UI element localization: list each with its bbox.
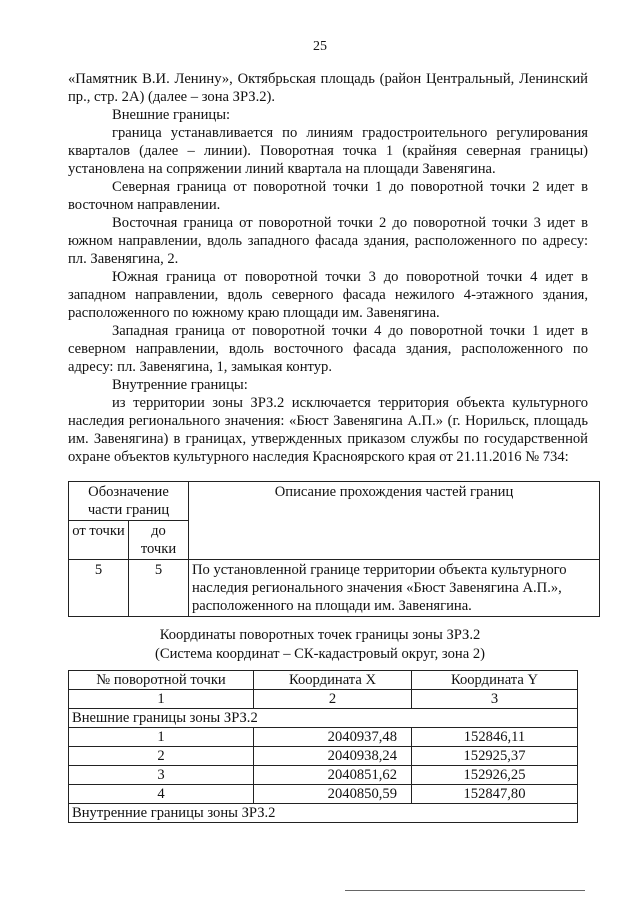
paragraph: «Памятник В.И. Ленину», Октябрьская площадь (район Центральный, Ленинский пр., стр. 2А) (далее – зона ЗРЗ.2). xyxy=(68,71,588,105)
cell-point: 2 xyxy=(69,747,254,766)
paragraph: Внешние границы: xyxy=(112,107,231,123)
cell-y: 152926,25 xyxy=(412,766,578,785)
column-number: 3 xyxy=(412,690,578,709)
cell-x: 2040938,24 xyxy=(254,747,412,766)
page-number: 25 xyxy=(313,39,327,54)
cell-x: 2040850,59 xyxy=(254,785,412,804)
cell-point: 4 xyxy=(69,785,254,804)
cell-y: 152846,11 xyxy=(412,728,578,747)
paragraph: из территории зоны ЗРЗ.2 исключается территория объекта культурного наследия регионального значения: «Бюст Завенягина А.П.» (г. Норильск, площадь им. Завенягина) в границах, утвержденных приказом службы по государственной охране объектов культурного наследия Красноярского края от 21.11.2016 № 734: xyxy=(68,395,588,465)
cell-from: 5 xyxy=(69,560,129,617)
paragraph: Южная граница от поворотной точки 3 до поворотной точки 4 идет в западном направлении, вдоль северного фасада нежилого 4-этажного здания, расположенного по южному краю площади им. Завенягина. xyxy=(68,269,588,321)
footer-divider xyxy=(345,890,585,891)
cell-point: 3 xyxy=(69,766,254,785)
header-to: до точки xyxy=(129,521,189,560)
coords-caption xyxy=(0,626,640,664)
cell-description: По установленной границе территории объекта культурного наследия регионального значения «Бюст Завенягина А.П.», расположенного на площади им. Завенягина. xyxy=(189,560,600,617)
paragraph: Внутренние границы: xyxy=(112,377,248,393)
boundary-table xyxy=(68,481,600,617)
caption-line: Координаты поворотных точек границы зоны ЗРЗ.2 xyxy=(159,627,481,643)
paragraph: Западная граница от поворотной точки 4 до поворотной точки 1 идет в северном направлении, вдоль восточного фасада здания, расположенного по адресу: пл. Завенягина, 1, замыкая контур. xyxy=(68,323,588,375)
header-designation: Обозначение части границ xyxy=(69,482,189,521)
cell-y: 152925,37 xyxy=(412,747,578,766)
paragraph: Северная граница от поворотной точки 1 до поворотной точки 2 идет в восточном направлении. xyxy=(68,179,588,213)
header-y: Координата Y xyxy=(412,671,578,690)
paragraph: Восточная граница от поворотной точки 2 до поворотной точки 3 идет в южном направлении, вдоль западного фасада здания, расположенного по адресу: пл. Завенягина, 2. xyxy=(68,215,588,267)
table-row xyxy=(69,560,600,617)
body-text xyxy=(68,70,588,466)
table-row xyxy=(69,728,578,747)
cell-point: 1 xyxy=(69,728,254,747)
table-row xyxy=(69,766,578,785)
column-number: 1 xyxy=(69,690,254,709)
section-inner: Внутренние границы зоны ЗРЗ.2 xyxy=(69,804,578,823)
cell-x: 2040851,62 xyxy=(254,766,412,785)
caption-line: (Система координат – СК-кадастровый округ, зона 2) xyxy=(154,646,485,662)
column-number: 2 xyxy=(254,690,412,709)
cell-y: 152847,80 xyxy=(412,785,578,804)
paragraph: граница устанавливается по линиям градостроительного регулирования кварталов (далее – линии). Поворотная точка 1 (крайняя северная границы) установлена на сопряжении линий квартала на площади Завенягина. xyxy=(68,125,588,177)
coords-table xyxy=(68,670,578,823)
cell-to: 5 xyxy=(129,560,189,617)
header-x: Координата X xyxy=(254,671,412,690)
table-row xyxy=(69,785,578,804)
section-outer: Внешние границы зоны ЗРЗ.2 xyxy=(69,709,578,728)
header-description: Описание прохождения частей границ xyxy=(189,482,600,560)
header-from: от точки xyxy=(69,521,129,560)
header-point: № поворотной точки xyxy=(69,671,254,690)
cell-x: 2040937,48 xyxy=(254,728,412,747)
table-row xyxy=(69,747,578,766)
